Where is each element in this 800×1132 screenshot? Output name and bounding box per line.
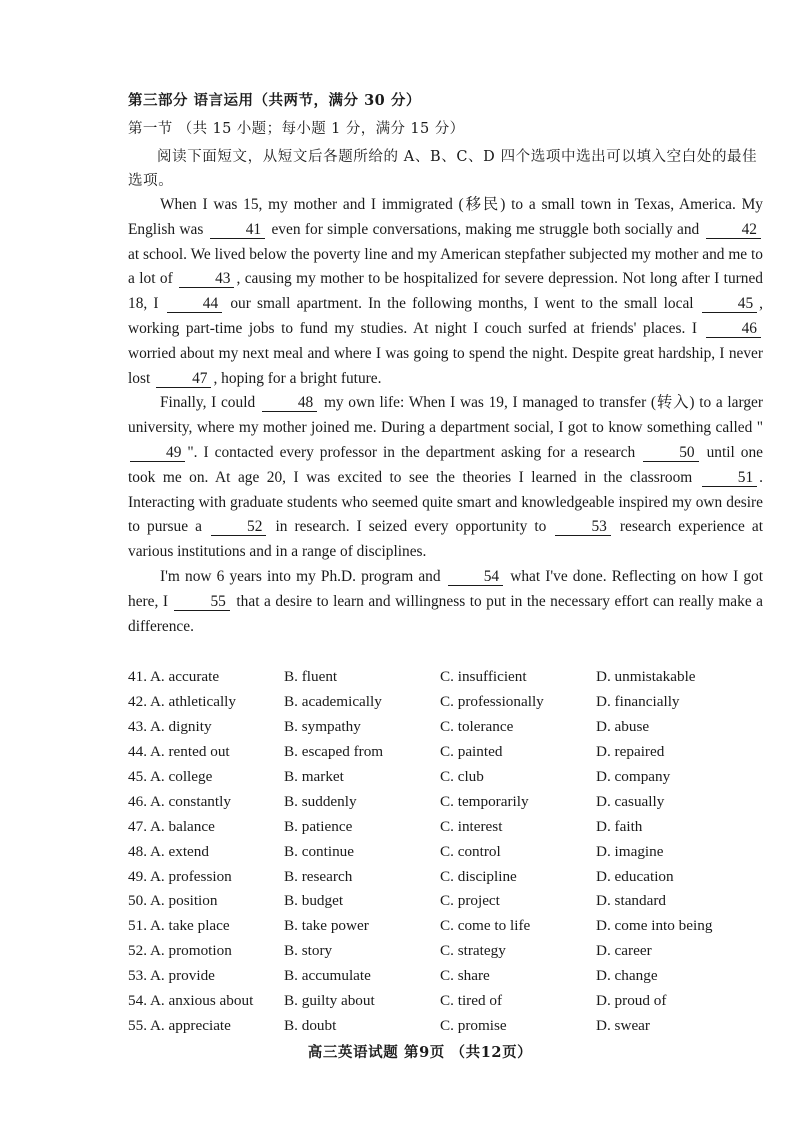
option-d: D. standard — [596, 892, 667, 910]
option-c: C. club — [440, 767, 484, 785]
blank-44: 44 — [167, 296, 222, 313]
option-a: 45. A. college — [128, 767, 213, 785]
option-a: 47. A. balance — [128, 817, 215, 835]
passage-text: I'm now 6 years into my Ph.D. program and — [160, 567, 446, 585]
option-b: B. market — [284, 767, 344, 785]
option-d: D. financially — [596, 692, 680, 710]
option-a: 55. A. appreciate — [128, 1017, 231, 1035]
option-d: D. imagine — [596, 842, 664, 860]
option-b: B. take power — [284, 917, 369, 935]
option-b: B. doubt — [284, 1017, 337, 1035]
blank-45: 45 — [702, 296, 757, 313]
passage-text: , causing my mother to be hospitalized for severe depression. Not long after I turned 18, I — [128, 270, 763, 313]
passage-text: ". I contacted every professor in the department asking for a research — [187, 443, 642, 461]
blank-51: 51 — [702, 470, 757, 487]
option-c: C. interest — [440, 817, 503, 835]
passage-text: even for simple conversations, making me struggle both socially and — [267, 220, 704, 238]
option-c: C. tired of — [440, 992, 503, 1010]
option-b: B. story — [284, 942, 333, 960]
option-row — [128, 865, 768, 890]
instruction-text: 阅读下面短文，从短文后各题所给的 A、B、C、D 四个选项中选出可以填入空白处的最佳选项。 — [128, 149, 758, 189]
option-a: 50. A. position — [128, 892, 218, 910]
option-row — [128, 989, 768, 1014]
section-title: 第三部分 语言运用（共两节，满分 30 分） — [128, 92, 421, 109]
option-c: C. share — [440, 967, 490, 985]
option-c: C. temporarily — [440, 792, 529, 810]
option-d: D. change — [596, 967, 658, 985]
options-list — [128, 665, 768, 1039]
option-row — [128, 939, 768, 964]
option-c: C. painted — [440, 742, 503, 760]
blank-41: 41 — [210, 222, 265, 239]
passage-paragraph-1 — [128, 193, 763, 391]
option-b: B. academically — [284, 692, 382, 710]
passage-text: When I was 15, my mother and I immigrated (移民) to a small town in Texas, America. My English was — [128, 196, 763, 238]
subsection-title: 第一节 （共 15 小题；每小题 1 分，满分 15 分） — [128, 121, 465, 137]
option-d: D. faith — [596, 817, 643, 835]
option-d: D. unmistakable — [596, 668, 696, 685]
option-c: C. project — [440, 892, 500, 910]
passage-text: what I've done. Reflecting on how I got here, I — [128, 567, 763, 610]
option-row — [128, 815, 768, 840]
option-a: 43. A. dignity — [128, 717, 212, 735]
passage-text: . Interacting with graduate students who seemed quite smart and knowledgeable inspired my own desire to pursue a — [128, 468, 763, 536]
passage-text: our small apartment. In the following months, I went to the small local — [224, 295, 700, 313]
option-c: C. control — [440, 842, 501, 860]
passage-text: at school. We lived below the poverty line and my American stepfather subjected my mother and me to a lot of — [128, 245, 763, 288]
blank-49: 49 — [130, 445, 185, 462]
option-b: B. sympathy — [284, 717, 361, 735]
passage-text: worried about my next meal and where I was going to spend the night. Despite great hardship, I never lost — [128, 344, 763, 387]
option-row — [128, 765, 768, 790]
option-a: 53. A. provide — [128, 967, 215, 985]
blank-52: 52 — [211, 519, 266, 536]
option-row — [128, 1014, 768, 1039]
option-b: B. escaped from — [284, 742, 384, 760]
option-row — [128, 690, 768, 715]
option-c: C. tolerance — [440, 717, 514, 735]
passage-text: , hoping for a bright future. — [213, 369, 382, 387]
blank-50: 50 — [643, 445, 698, 462]
passage-text: in research. I seized every opportunity to — [268, 518, 554, 536]
option-row — [128, 889, 768, 914]
option-b: B. fluent — [284, 668, 338, 685]
page-footer: 高三英语试题 第9页 （共12页） — [307, 1044, 533, 1061]
option-a: 42. A. athletically — [128, 692, 236, 710]
blank-43: 43 — [179, 271, 234, 288]
option-row — [128, 840, 768, 865]
option-c: C. strategy — [440, 942, 506, 960]
option-c: C. come to life — [440, 917, 531, 935]
passage-text: research experience at various institutions and in a range of disciplines. — [128, 518, 763, 561]
option-b: B. budget — [284, 892, 344, 910]
option-c: C. promise — [440, 1017, 507, 1035]
passage-text: my own life: When I was 19, I managed to transfer (转入) to a larger university, where my mother joined me. During a department social, I got to know something called " — [128, 394, 763, 437]
blank-54: 54 — [448, 569, 503, 586]
blank-55: 55 — [174, 594, 229, 611]
cloze-passage — [128, 193, 763, 639]
option-d: D. repaired — [596, 742, 665, 760]
option-d: D. education — [596, 867, 674, 885]
option-a: 44. A. rented out — [128, 742, 230, 760]
option-row — [128, 964, 768, 989]
option-d: D. career — [596, 942, 652, 960]
option-b: B. guilty about — [284, 992, 375, 1010]
blank-47: 47 — [156, 371, 211, 388]
option-c: C. professionally — [440, 692, 544, 710]
option-row — [128, 715, 768, 740]
blank-42: 42 — [706, 222, 761, 239]
option-b: B. continue — [284, 842, 355, 860]
blank-48: 48 — [262, 395, 317, 412]
passage-paragraph-2 — [128, 391, 763, 565]
passage-text: Finally, I could — [160, 394, 260, 412]
option-d: D. abuse — [596, 717, 650, 735]
option-a: 46. A. constantly — [128, 792, 231, 810]
option-b: B. accumulate — [284, 967, 371, 985]
option-b: B. research — [284, 867, 353, 885]
option-d: D. casually — [596, 792, 665, 810]
passage-text: that a desire to learn and willingness to put in the necessary effort can really make a difference. — [128, 592, 763, 635]
option-a: 51. A. take place — [128, 917, 230, 935]
passage-text: , working part-time jobs to fund my studies. At night I couch surfed at friends' places. I — [128, 295, 763, 337]
blank-46: 46 — [706, 321, 761, 338]
blank-53: 53 — [555, 519, 610, 536]
option-d: D. proud of — [596, 992, 667, 1010]
option-a: 54. A. anxious about — [128, 992, 254, 1010]
option-d: D. come into being — [596, 917, 713, 935]
option-row — [128, 914, 768, 939]
option-row — [128, 665, 768, 690]
passage-paragraph-3 — [128, 565, 763, 639]
passage-text: until one took me on. At age 20, I was excited to see the theories I learned in the classroom — [128, 443, 764, 486]
option-b: B. suddenly — [284, 792, 357, 810]
option-a: 52. A. promotion — [128, 942, 232, 960]
option-b: B. patience — [284, 817, 353, 835]
option-d: D. swear — [596, 1017, 650, 1035]
option-a: 48. A. extend — [128, 842, 209, 860]
option-a: 49. A. profession — [128, 867, 232, 885]
option-row — [128, 790, 768, 815]
option-row — [128, 740, 768, 765]
option-c: C. insufficient — [440, 668, 527, 685]
option-a: 41. A. accurate — [128, 668, 220, 685]
option-d: D. company — [596, 767, 671, 785]
option-c: C. discipline — [440, 867, 517, 885]
